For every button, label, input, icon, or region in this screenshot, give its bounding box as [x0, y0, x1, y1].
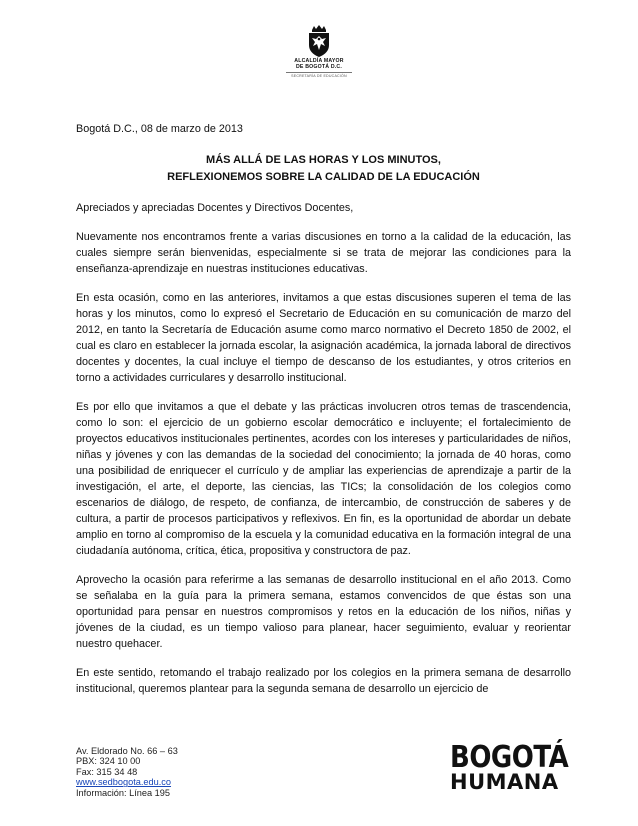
footer-fax: Fax: 315 34 48: [76, 766, 138, 777]
header-logo: [286, 24, 352, 78]
footer-address: Av. Eldorado No. 66 – 63: [76, 746, 178, 756]
paragraph-2: En esta ocasión, como en las anteriores, invitamos a que estas discusiones superen el tema de las horas y los minutos, como lo expresó el Secretario de Educación en su comunicación de marzo del 2012, en tanto la Secretaría de Educación asume como marco normativo el Decreto 1850 de 2002, el cual es claro en establecer la jornada escolar, la asignación académica, la jornada laboral de directivos docentes y docentes, la cual incluye el tiempo de descanso de los estudiantes, y otros criterios en torno a actividades curriculares y desarrollo institucional.: [76, 292, 571, 384]
footer-website-link[interactable]: www.sedbogota.edu.co: [76, 777, 172, 788]
logo-line-3: SECRETARÍA DE EDUCACIÓN: [286, 72, 352, 78]
paragraph-4: Aprovecho la ocasión para referirme a las semanas de desarrollo institucional en el año 2013. Como se señalaba en la guía para la primera semana, estamos convencidos de que éstas son una oportunidad para pensar en nuestros compromisos y retos en la educación de los niños, niñas y jóvenes de la ciudad, es un tiempo valioso para planear, hacer seguimiento, evaluar y reorientar nuestro quehacer.: [76, 574, 571, 650]
title-line-2: REFLEXIONEMOS SOBRE LA CALIDAD DE LA EDUCACIÓN: [167, 171, 480, 183]
letter-body: [76, 121, 571, 710]
brand-line-2: HUMANA: [450, 770, 559, 794]
letter-title: [76, 152, 571, 186]
paragraph-1: Nuevamente nos encontramos frente a varias discusiones en torno a la calidad de la educación, las cuales siempre serán bienvenidas, especialmente si se trata de mejorar las condiciones para la enseñanza-aprendizaje en nuestras instituciones educativas.: [76, 231, 571, 275]
title-line-1: MÁS ALLÁ DE LAS HORAS Y LOS MINUTOS,: [206, 154, 441, 166]
footer-pbx: PBX: 324 10 00: [76, 756, 141, 767]
paragraph-5: En este sentido, retomando el trabajo realizado por los colegios en la primera semana de desarrollo institucional, queremos plantear para la segunda semana de desarrollo un ejercicio de: [76, 667, 571, 695]
bogota-coat-of-arms-icon: [303, 24, 335, 58]
logo-line-1: ALCALDÍA MAYOR: [294, 58, 344, 64]
letter-date: Bogotá D.C., 08 de marzo de 2013: [76, 123, 243, 135]
footer-info-line: Información: Línea 195: [76, 787, 170, 798]
footer-contact: [76, 746, 178, 798]
paragraph-3: Es por ello que invitamos a que el debate y las prácticas involucren otros temas de trascendencia, como lo son: el ejercicio de un gobierno escolar democrático e incluyente; el fortalecimiento de proyectos educativos institucionales pertinentes, acordes con los intereses y particularidades de niños, niñas y jóvenes y con las demandas de la sociedad del conocimiento; la jornada de 40 horas, como una posibilidad de enriquecer el currículo y de ampliar las experiencias de aprendizaje a partir de la investigación, el arte, el deporte, las ciencias, las TICs; la consolidación de los colegios como escenarios de diálogo, de respeto, de confianza, de intercambio, de construcción de saberes y de cultura, a partir de procesos participativos y reflexivos. En fin, es la oportunidad de abordar un debate amplio en torno al compromiso de la escuela y la comunidad educativa en la formación integral de una ciudadanía autónoma, crítica, ética, propositiva y constructora de paz.: [76, 401, 571, 557]
bogota-humana-logo: [450, 740, 569, 794]
logo-line-2: DE BOGOTÁ D.C.: [295, 64, 343, 71]
letter-greeting: Apreciados y apreciadas Docentes y Directivos Docentes,: [76, 202, 354, 214]
brand-line-1: BOGOTÁ: [450, 740, 569, 776]
